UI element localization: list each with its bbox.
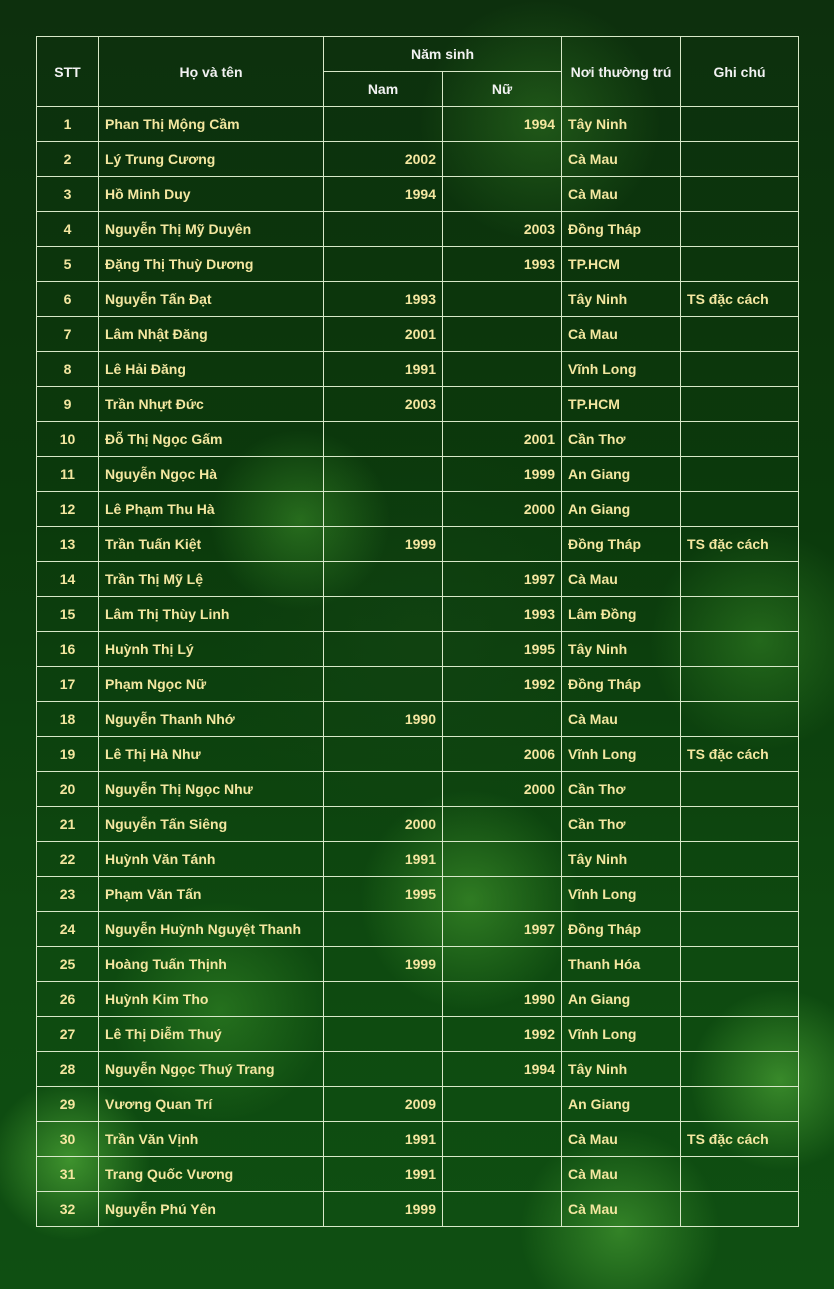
cell-birth-year-female: 1992 — [443, 1017, 562, 1052]
cell-note — [681, 247, 799, 282]
cell-stt: 12 — [37, 492, 99, 527]
cell-name: Nguyễn Ngọc Hà — [99, 457, 324, 492]
cell-residence: An Giang — [562, 1087, 681, 1122]
cell-birth-year-female — [443, 1192, 562, 1227]
cell-note — [681, 842, 799, 877]
cell-residence: Cà Mau — [562, 1192, 681, 1227]
table-header — [37, 37, 799, 107]
cell-stt: 4 — [37, 212, 99, 247]
cell-name: Trang Quốc Vương — [99, 1157, 324, 1192]
cell-birth-year-male — [324, 457, 443, 492]
cell-birth-year-male: 1991 — [324, 352, 443, 387]
cell-residence: Lâm Đồng — [562, 597, 681, 632]
cell-stt: 13 — [37, 527, 99, 562]
table-row — [37, 492, 799, 527]
cell-birth-year-male — [324, 107, 443, 142]
cell-stt: 1 — [37, 107, 99, 142]
cell-birth-year-male: 1999 — [324, 527, 443, 562]
cell-residence: Cà Mau — [562, 1157, 681, 1192]
cell-birth-year-female — [443, 1087, 562, 1122]
cell-stt: 6 — [37, 282, 99, 317]
cell-birth-year-female — [443, 1122, 562, 1157]
header-male: Nam — [324, 72, 443, 107]
cell-birth-year-male — [324, 247, 443, 282]
cell-name: Vương Quan Trí — [99, 1087, 324, 1122]
table-row — [37, 667, 799, 702]
cell-residence: Tây Ninh — [562, 282, 681, 317]
cell-birth-year-male: 2003 — [324, 387, 443, 422]
table-row — [37, 212, 799, 247]
cell-stt: 17 — [37, 667, 99, 702]
cell-note — [681, 1192, 799, 1227]
table-row — [37, 1017, 799, 1052]
cell-birth-year-female — [443, 527, 562, 562]
table-row — [37, 527, 799, 562]
cell-birth-year-female: 1997 — [443, 562, 562, 597]
cell-residence: Cà Mau — [562, 177, 681, 212]
cell-birth-year-female — [443, 282, 562, 317]
cell-residence: Đồng Tháp — [562, 667, 681, 702]
cell-stt: 23 — [37, 877, 99, 912]
cell-stt: 19 — [37, 737, 99, 772]
cell-name: Lê Thị Diễm Thuý — [99, 1017, 324, 1052]
cell-note — [681, 772, 799, 807]
cell-stt: 28 — [37, 1052, 99, 1087]
table-row — [37, 352, 799, 387]
cell-residence: Cà Mau — [562, 317, 681, 352]
table-row — [37, 457, 799, 492]
cell-name: Huỳnh Thị Lý — [99, 632, 324, 667]
cell-residence: TP.HCM — [562, 387, 681, 422]
header-birth-year: Năm sinh — [324, 37, 562, 72]
cell-stt: 26 — [37, 982, 99, 1017]
header-female: Nữ — [443, 72, 562, 107]
cell-note — [681, 702, 799, 737]
cell-note — [681, 317, 799, 352]
cell-stt: 8 — [37, 352, 99, 387]
cell-note — [681, 807, 799, 842]
cell-birth-year-female — [443, 317, 562, 352]
cell-birth-year-male — [324, 632, 443, 667]
cell-residence: Vĩnh Long — [562, 1017, 681, 1052]
table-row — [37, 317, 799, 352]
table-row — [37, 177, 799, 212]
cell-stt: 22 — [37, 842, 99, 877]
cell-residence: TP.HCM — [562, 247, 681, 282]
cell-name: Trần Văn Vịnh — [99, 1122, 324, 1157]
cell-birth-year-female — [443, 877, 562, 912]
table-row — [37, 737, 799, 772]
candidate-table — [36, 36, 799, 1227]
cell-stt: 3 — [37, 177, 99, 212]
cell-birth-year-female: 2001 — [443, 422, 562, 457]
cell-birth-year-male — [324, 1017, 443, 1052]
cell-birth-year-female — [443, 1157, 562, 1192]
cell-birth-year-female — [443, 842, 562, 877]
cell-note: TS đặc cách — [681, 527, 799, 562]
cell-stt: 30 — [37, 1122, 99, 1157]
cell-stt: 16 — [37, 632, 99, 667]
cell-name: Nguyễn Huỳnh Nguyệt Thanh — [99, 912, 324, 947]
table-row — [37, 947, 799, 982]
cell-note — [681, 912, 799, 947]
cell-birth-year-female: 1997 — [443, 912, 562, 947]
table-row — [37, 772, 799, 807]
table-row — [37, 912, 799, 947]
cell-name: Trần Thị Mỹ Lệ — [99, 562, 324, 597]
cell-residence: Đồng Tháp — [562, 912, 681, 947]
cell-residence: Đồng Tháp — [562, 527, 681, 562]
cell-birth-year-male — [324, 492, 443, 527]
cell-birth-year-male: 1999 — [324, 947, 443, 982]
cell-residence: Vĩnh Long — [562, 877, 681, 912]
cell-birth-year-female: 2003 — [443, 212, 562, 247]
cell-stt: 9 — [37, 387, 99, 422]
cell-birth-year-female — [443, 352, 562, 387]
cell-residence: Cần Thơ — [562, 422, 681, 457]
table-row — [37, 842, 799, 877]
cell-residence: Vĩnh Long — [562, 352, 681, 387]
cell-name: Lâm Thị Thùy Linh — [99, 597, 324, 632]
cell-residence: Tây Ninh — [562, 632, 681, 667]
cell-birth-year-female: 1992 — [443, 667, 562, 702]
cell-note — [681, 982, 799, 1017]
cell-birth-year-male: 1991 — [324, 1122, 443, 1157]
cell-residence: Đồng Tháp — [562, 212, 681, 247]
table-body — [37, 107, 799, 1227]
cell-name: Trần Tuấn Kiệt — [99, 527, 324, 562]
cell-name: Nguyễn Thị Mỹ Duyên — [99, 212, 324, 247]
cell-residence: Tây Ninh — [562, 107, 681, 142]
cell-birth-year-male — [324, 562, 443, 597]
cell-stt: 29 — [37, 1087, 99, 1122]
cell-name: Lý Trung Cương — [99, 142, 324, 177]
cell-stt: 5 — [37, 247, 99, 282]
cell-name: Lâm Nhật Đăng — [99, 317, 324, 352]
cell-note — [681, 352, 799, 387]
cell-note — [681, 177, 799, 212]
cell-birth-year-male: 1999 — [324, 1192, 443, 1227]
cell-birth-year-male — [324, 912, 443, 947]
table-row — [37, 1157, 799, 1192]
cell-stt: 7 — [37, 317, 99, 352]
cell-residence: Cà Mau — [562, 702, 681, 737]
cell-name: Phan Thị Mộng Cầm — [99, 107, 324, 142]
cell-note: TS đặc cách — [681, 737, 799, 772]
table-row — [37, 597, 799, 632]
table-row — [37, 562, 799, 597]
cell-name: Lê Phạm Thu Hà — [99, 492, 324, 527]
table-row — [37, 807, 799, 842]
cell-note — [681, 1087, 799, 1122]
cell-residence: An Giang — [562, 492, 681, 527]
cell-note — [681, 457, 799, 492]
cell-name: Nguyễn Thị Ngọc Như — [99, 772, 324, 807]
table-row — [37, 982, 799, 1017]
cell-note — [681, 1157, 799, 1192]
cell-residence: Tây Ninh — [562, 1052, 681, 1087]
cell-birth-year-female: 1993 — [443, 597, 562, 632]
table-row — [37, 1052, 799, 1087]
cell-note — [681, 142, 799, 177]
cell-residence: Vĩnh Long — [562, 737, 681, 772]
cell-birth-year-male — [324, 772, 443, 807]
cell-birth-year-male — [324, 422, 443, 457]
cell-name: Phạm Ngọc Nữ — [99, 667, 324, 702]
cell-note — [681, 597, 799, 632]
cell-birth-year-female: 2000 — [443, 492, 562, 527]
cell-birth-year-female — [443, 702, 562, 737]
cell-stt: 10 — [37, 422, 99, 457]
cell-birth-year-male: 1993 — [324, 282, 443, 317]
cell-note — [681, 877, 799, 912]
cell-note — [681, 632, 799, 667]
cell-birth-year-male — [324, 737, 443, 772]
cell-residence: An Giang — [562, 457, 681, 492]
cell-name: Hồ Minh Duy — [99, 177, 324, 212]
cell-name: Nguyễn Thanh Nhớ — [99, 702, 324, 737]
cell-note — [681, 212, 799, 247]
table-row — [37, 1122, 799, 1157]
cell-birth-year-female — [443, 947, 562, 982]
cell-residence: Cần Thơ — [562, 807, 681, 842]
cell-birth-year-male — [324, 212, 443, 247]
header-note: Ghi chú — [681, 37, 799, 107]
cell-name: Nguyễn Ngọc Thuý Trang — [99, 1052, 324, 1087]
cell-note — [681, 562, 799, 597]
cell-birth-year-female: 1999 — [443, 457, 562, 492]
cell-name: Huỳnh Văn Tánh — [99, 842, 324, 877]
cell-note — [681, 492, 799, 527]
table-row — [37, 1087, 799, 1122]
cell-residence: Cà Mau — [562, 562, 681, 597]
table-row — [37, 632, 799, 667]
cell-birth-year-male: 2000 — [324, 807, 443, 842]
cell-note — [681, 1052, 799, 1087]
cell-birth-year-female: 1994 — [443, 107, 562, 142]
cell-birth-year-male: 2001 — [324, 317, 443, 352]
cell-note — [681, 1017, 799, 1052]
table-row — [37, 142, 799, 177]
cell-birth-year-female: 2000 — [443, 772, 562, 807]
cell-birth-year-female: 1994 — [443, 1052, 562, 1087]
cell-name: Nguyễn Phú Yên — [99, 1192, 324, 1227]
cell-note: TS đặc cách — [681, 1122, 799, 1157]
cell-birth-year-female: 2006 — [443, 737, 562, 772]
cell-stt: 2 — [37, 142, 99, 177]
table-row — [37, 387, 799, 422]
cell-residence: Thanh Hóa — [562, 947, 681, 982]
cell-note — [681, 947, 799, 982]
cell-birth-year-male: 1994 — [324, 177, 443, 212]
cell-birth-year-male: 2002 — [324, 142, 443, 177]
cell-name: Hoàng Tuấn Thịnh — [99, 947, 324, 982]
cell-note — [681, 387, 799, 422]
cell-stt: 20 — [37, 772, 99, 807]
cell-residence: An Giang — [562, 982, 681, 1017]
cell-name: Nguyễn Tấn Siêng — [99, 807, 324, 842]
table-row — [37, 247, 799, 282]
cell-birth-year-male: 1990 — [324, 702, 443, 737]
table-row — [37, 702, 799, 737]
cell-birth-year-female — [443, 142, 562, 177]
cell-residence: Cà Mau — [562, 1122, 681, 1157]
header-name: Họ và tên — [99, 37, 324, 107]
cell-stt: 25 — [37, 947, 99, 982]
table-row — [37, 422, 799, 457]
cell-note — [681, 107, 799, 142]
cell-stt: 21 — [37, 807, 99, 842]
cell-name: Nguyễn Tấn Đạt — [99, 282, 324, 317]
cell-residence: Cà Mau — [562, 142, 681, 177]
cell-birth-year-male — [324, 597, 443, 632]
cell-note — [681, 667, 799, 702]
cell-birth-year-female: 1995 — [443, 632, 562, 667]
cell-birth-year-female — [443, 177, 562, 212]
header-stt: STT — [37, 37, 99, 107]
cell-stt: 18 — [37, 702, 99, 737]
cell-stt: 27 — [37, 1017, 99, 1052]
cell-birth-year-female: 1990 — [443, 982, 562, 1017]
cell-name: Lê Thị Hà Như — [99, 737, 324, 772]
cell-residence: Cần Thơ — [562, 772, 681, 807]
cell-note: TS đặc cách — [681, 282, 799, 317]
table-row — [37, 282, 799, 317]
header-residence: Nơi thường trú — [562, 37, 681, 107]
cell-birth-year-female — [443, 807, 562, 842]
cell-stt: 31 — [37, 1157, 99, 1192]
cell-birth-year-male: 1991 — [324, 1157, 443, 1192]
cell-birth-year-male — [324, 982, 443, 1017]
cell-note — [681, 422, 799, 457]
cell-name: Đặng Thị Thuỳ Dương — [99, 247, 324, 282]
cell-stt: 15 — [37, 597, 99, 632]
cell-stt: 14 — [37, 562, 99, 597]
cell-stt: 32 — [37, 1192, 99, 1227]
cell-name: Trần Nhựt Đức — [99, 387, 324, 422]
cell-birth-year-male: 1991 — [324, 842, 443, 877]
cell-name: Phạm Văn Tấn — [99, 877, 324, 912]
cell-birth-year-male: 2009 — [324, 1087, 443, 1122]
cell-name: Huỳnh Kim Tho — [99, 982, 324, 1017]
cell-birth-year-male: 1995 — [324, 877, 443, 912]
cell-name: Đỗ Thị Ngọc Gấm — [99, 422, 324, 457]
cell-birth-year-male — [324, 667, 443, 702]
table-row — [37, 877, 799, 912]
table-row — [37, 1192, 799, 1227]
cell-birth-year-female: 1993 — [443, 247, 562, 282]
cell-birth-year-male — [324, 1052, 443, 1087]
table-row — [37, 107, 799, 142]
cell-stt: 24 — [37, 912, 99, 947]
cell-residence: Tây Ninh — [562, 842, 681, 877]
cell-birth-year-female — [443, 387, 562, 422]
cell-stt: 11 — [37, 457, 99, 492]
cell-name: Lê Hải Đăng — [99, 352, 324, 387]
